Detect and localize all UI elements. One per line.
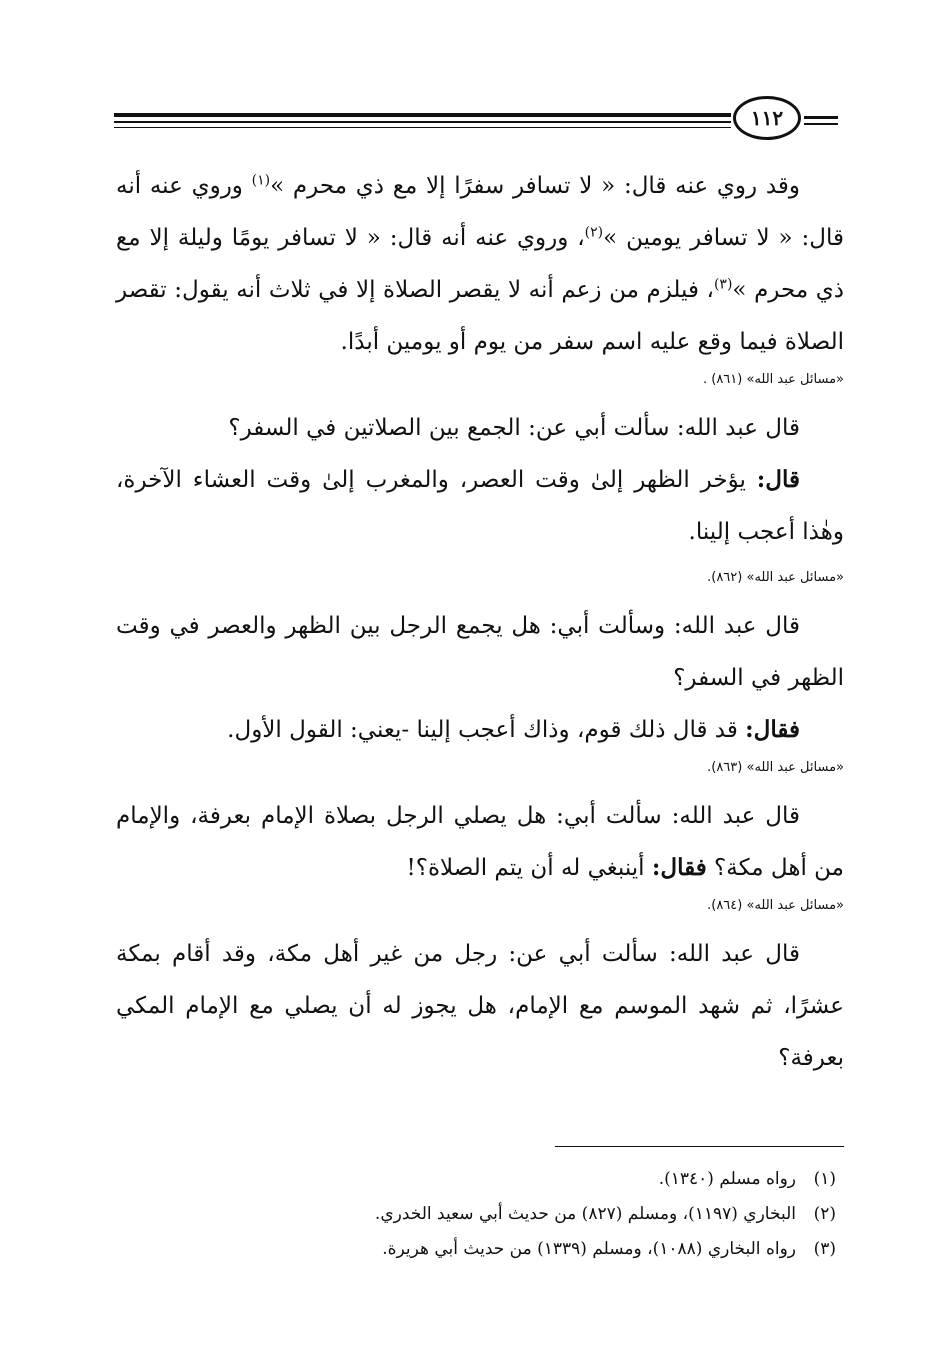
paragraph-text: يؤخر الظهر إلىٰ وقت العصر، والمغرب إلىٰ وقت العشاء الآخرة، وهٰذا أعجب إلينا. xyxy=(116,467,844,545)
header-rule-right xyxy=(804,116,838,119)
footnotes xyxy=(116,1162,844,1267)
paragraph-text: قال عبد الله: سألت أبي عن: الجمع بين الصلاتين في السفر؟ xyxy=(228,415,800,441)
header-rule xyxy=(114,113,731,117)
paragraph-text: قد قال ذلك قوم، وذاك أعجب إلينا -يعني: القول الأول. xyxy=(227,717,746,743)
paragraph-text: وروي عنه أنه قال: « لا تسافر يومين » xyxy=(116,173,844,251)
paragraph-text: أينبغي له أن يتم الصلاة؟! xyxy=(406,855,652,881)
paragraph-text: ، وروي عنه أنه قال: « لا تسافر يومًا وليلة إلا مع ذي محرم » xyxy=(116,225,844,303)
page-number-badge xyxy=(733,96,801,140)
footnote xyxy=(116,1232,844,1267)
main-text xyxy=(116,160,844,1084)
paragraph xyxy=(116,402,844,454)
paragraph-text: قال عبد الله: سألت أبي: هل يصلي الرجل بصلاة الإمام بعرفة، والإمام من أهل مكة؟ xyxy=(116,803,844,881)
footnote xyxy=(116,1162,844,1197)
header-rule xyxy=(114,121,731,123)
paragraph-text: وقد روي عنه قال: « لا تسافر سفرًا إلا مع ذي محرم » xyxy=(270,173,800,199)
source-citation: «مسائل عبد الله» (٨٦١) . xyxy=(702,372,844,387)
paragraph xyxy=(116,790,844,894)
footnote-text: رواه البخاري (١٠٨٨)، ومسلم (١٣٣٩) من حديث أبي هريرة. xyxy=(382,1239,796,1259)
footnote-text: رواه مسلم (١٣٤٠). xyxy=(658,1169,796,1189)
page-number: ١١٢ xyxy=(750,106,784,130)
answer-keyword: قال: xyxy=(756,466,800,493)
paragraph-text: قال عبد الله: سألت أبي عن: رجل من غير أهل مكة، وقد أقام بمكة عشرًا، ثم شهد الموسم مع الإمام، هل يجوز له أن يصلي مع الإمام المكي بعرفة؟ xyxy=(116,941,844,1071)
paragraph xyxy=(116,928,844,1084)
header-rule-right xyxy=(804,123,838,125)
footnote-ref[interactable]: (١) xyxy=(251,172,271,189)
footnote-number: (١) xyxy=(813,1169,836,1189)
answer-keyword: فقال: xyxy=(745,716,800,743)
source-citation: «مسائل عبد الله» (٨٦٣). xyxy=(707,760,844,775)
source-citation: «مسائل عبد الله» (٨٦٢). xyxy=(707,570,844,585)
paragraph-text: قال عبد الله: وسألت أبي: هل يجمع الرجل بين الظهر والعصر في وقت الظهر في السفر؟ xyxy=(116,613,844,691)
paragraph-text: ، فيلزم من زعم أنه لا يقصر الصلاة إلا في ثلاث أنه يقول: تقصر الصلاة فيما وقع عليه اسم سفر من يوم أو يومين أبدًا. xyxy=(116,277,844,355)
paragraph xyxy=(116,160,844,368)
header-rule xyxy=(114,127,731,128)
answer-keyword: فقال: xyxy=(651,854,707,881)
footnote-text: البخاري (١١٩٧)، ومسلم (٨٢٧) من حديث أبي سعيد الخدري. xyxy=(374,1204,796,1224)
paragraph xyxy=(116,454,844,558)
footnote-number: (٢) xyxy=(813,1204,836,1224)
footnote-ref[interactable]: (٣) xyxy=(713,276,733,293)
paragraph xyxy=(116,600,844,704)
footnote xyxy=(116,1197,844,1232)
footnote-ref[interactable]: (٢) xyxy=(584,224,604,241)
paragraph xyxy=(116,704,844,756)
source-citation: «مسائل عبد الله» (٨٦٤). xyxy=(707,898,844,913)
footnote-separator xyxy=(555,1146,844,1147)
footnote-number: (٣) xyxy=(813,1239,836,1259)
